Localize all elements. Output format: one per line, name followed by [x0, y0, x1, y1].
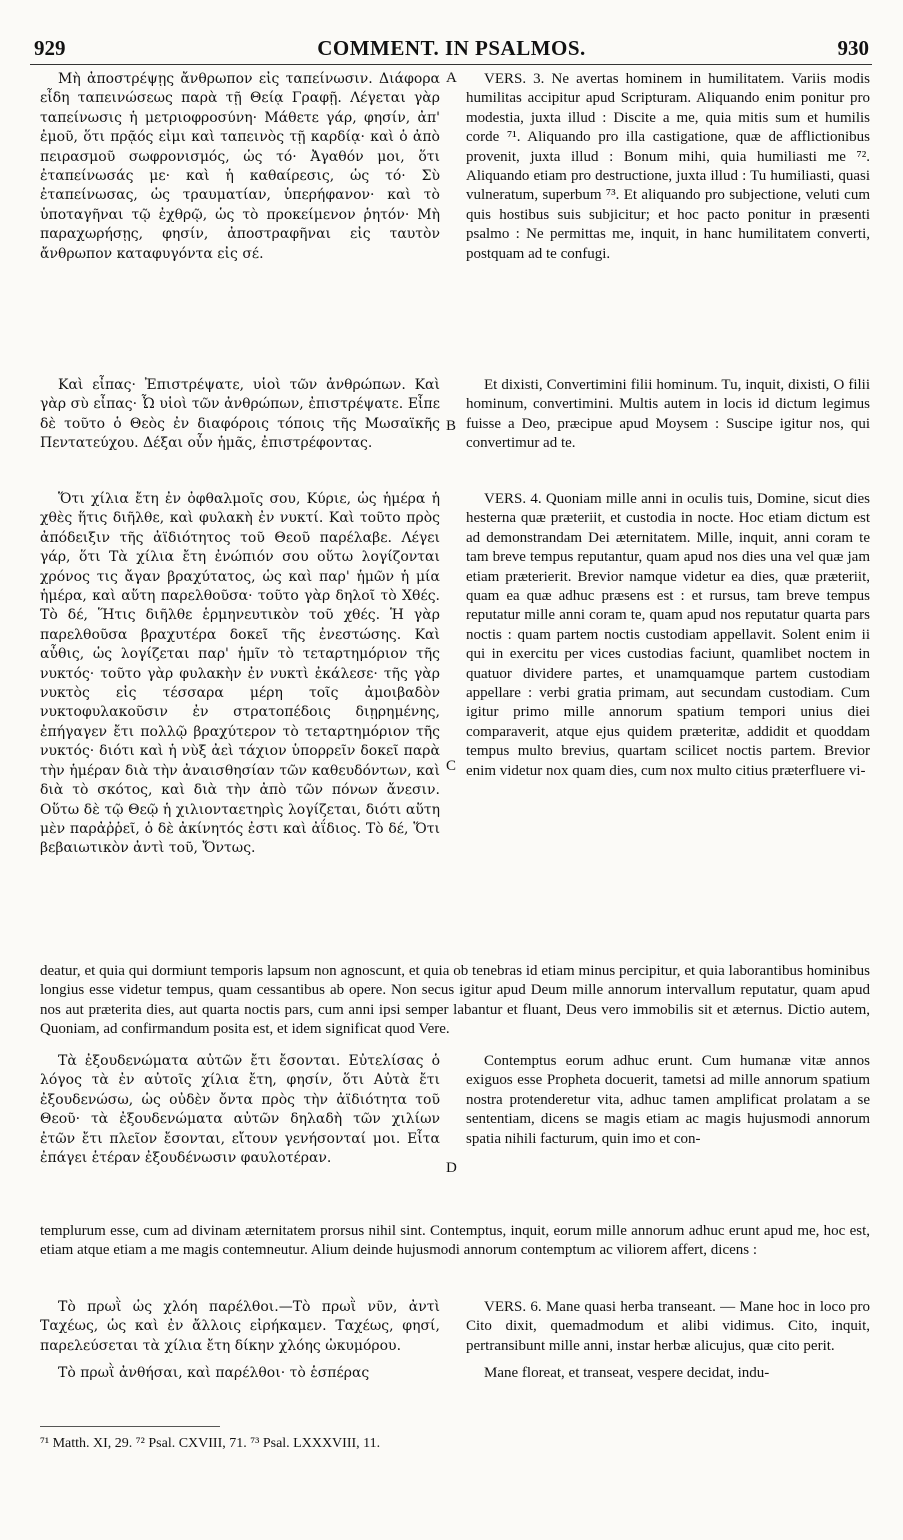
greek-paragraph: Καὶ εἶπας· Ἐπιστρέψατε, υἱοὶ τῶν ἀνθρώπων. Καὶ γὰρ σὺ εἶπας· Ὦ υἱοὶ τῶν ἀνθρώπων, ἐπιστρέψατε. Εἶπε δὲ τοῦτο ὁ Θεὸς ἐν διαφόροις τόποις τῆς Μωσαϊκῆς Πεντατεύχου. Δέξαι οὖν ἡμᾶς, ἐπιστρέφοντας.: [40, 377, 440, 452]
right-page-number: 930: [837, 36, 869, 60]
greek-paragraph: Ὅτι χίλια ἔτη ἐν ὀφθαλμοῖς σου, Κύριε, ὡς ἡμέρα ἡ χθὲς ἥτις διῆλθε, καὶ φυλακὴ ἐν νυκτί. Καὶ τοῦτο πρὸς ἀπόδειξιν τῆς ἀϊδιότητος τοῦ Θεοῦ παρέλαβε. Λέγει γάρ, ὅτι Τὰ χίλια ἔτη ἐνώπιόν σου οὕτω λογίζονται χρόνος τις ἄγαν βραχύτατος, ὡς καὶ παρ' ἡμῶν ἡ μία ἡμέρα, καὶ αὕτη παρελθοῦσα· τοῦτο γὰρ δηλοῖ τὸ Χθές. Τὸ δέ, Ἥτις διῆλθε ἑρμηνευτικὸν τοῦ χθές. Ἡ γὰρ παρελθοῦσα βραχυτέρα δοκεῖ τῆς ἐνεστώσης. Καὶ αὖθις, ὡς λογίζεται παρ' ἡμῖν τὸ τεταρτημόριον τῆς νυκτός· τοῦτο γὰρ φυλακὴν ἐν νυκτὶ ἐκάλεσε· τῆς γὰρ νυκτὸς εἰς τέσσαρα μέρη τοῖς ἀμοιβαδὸν νυκτοφυλακοῦσιν ἐν στρατοπέδοις διῃρημένης, ἐπήγαγεν ἔτι πολλῷ βραχύτερον τὸ τεταρτημόριον τῆς νυκτός· διότι καὶ ἡ νὺξ ἀεὶ τάχιον ὑπορρεῖν δοκεῖ παρὰ τὴν ἡμέραν διὰ τὴν ἀναισθησίαν τῶν καθευδόντων, καὶ διὰ τὸ σκότος, καὶ διὰ τὴν ἀπὸ τῶν πόνων ἄνεσιν. Οὕτω δὲ τῷ Θεῷ ἡ χιλιονταετηρὶς λογίζεται, διότι αὕτη μὲν παρἀῤῥεῖ, ὁ δὲ ἀκίνητός ἐστι καὶ ἀΐδιος. Τὸ δέ, Ὅτι βεβαιωτικὸν ἀντὶ τοῦ, Ὄντως.: [40, 491, 440, 857]
latin-paragraph: VERS. 3. Ne avertas hominem in humilitatem. Variis modis humilitas accipitur apud Scripturam. Aliquando enim ponitur pro modestia, juxta illud : Discite a me, quia mitis sum et humilis corde ⁷¹. Aliquando pro illa castigatione, quæ de afflictionibus provenit, juxta illud : Bonum mihi, quia humiliasti me ⁷². Aliquando etiam pro destructione, juxta illud : Tu humiliasti, quasi vulneratum, superbum ⁷³. Et aliquando pro subjectione, veluti cum quis hostibus suis subjicitur; et hoc pacto ponitur in præsenti psalmo : Ne permittas me, inquit, in hanc humilitatem converti, postquam ad te confugi.: [466, 71, 870, 262]
latin-vers3: [466, 70, 870, 264]
greek-vers4: [40, 490, 440, 859]
running-title: COMMENT. IN PSALMOS.: [317, 36, 586, 60]
greek-paragraph: Τὸ πρωῒ ὡς χλόη παρέλθοι.—Τὸ πρωῒ νῦν, ἀντὶ Ταχέως, ὡς καὶ ἐν ἄλλοις εἰρήκαμεν. Ταχέως, φησί, παρελεύσεται τὰ χίλια ἔτη δίκην χλόης ὠκυμόρου.: [40, 1299, 440, 1354]
greek-paragraph: Μὴ ἀποστρέψῃς ἄνθρωπον εἰς ταπείνωσιν. Διάφορα εἶδη ταπεινώσεως παρὰ τῇ Θείᾳ Γραφῇ. Λέγεται γὰρ ταπείνωσις ἡ μετριοφροσύνη· Μάθετε γάρ, φησίν, ἀπ' ἐμοῦ, ὅτι πρᾷός εἰμι καὶ ταπεινὸς τῇ καρδίᾳ· καὶ ὁ ἀπὸ πειρασμοῦ σωφρονισμός, ὡς τό· Ἀγαθόν μοι, ὅτι ἐταπείνωσάς με· καὶ ἡ καθαίρεσις, ὡς τό· Σὺ ἐταπείνωσας, ὡς τραυματίαν, ὑπερήφανον· καὶ τὸ ὑποταγῆναι τῷ ἐχθρῷ, ὡς τὸ προκείμενον ῥητόν· Μὴ παραχωρήσῃς, φησίν, ἀποστραφῆναι εἰς ταυτὸν ἄνθρωπον καταφυγόντα εἰς σέ.: [40, 71, 440, 262]
latin-paragraph: deatur, et quia qui dormiunt temporis lapsum non agnoscunt, et quia ob tenebras id etiam minus percipitur, et quia laborantibus hominibus longius esse videtur tempus, quam cessantibus ab opere. Non secus igitur apud Deum mille annorum intervallum reputatur, quam apud nos aut præterita dies, aut quarta noctis pars, cum anni ipsi semper labantur et fluant, Deus vero immobilis sit et æternus. Dictio autem, Quoniam, ad confirmandum posita est, et idem significat quod Vere.: [40, 963, 870, 1038]
left-page-number: 929: [34, 36, 66, 60]
header-rule: [30, 64, 872, 65]
latin-paragraph: Contemptus eorum adhuc erunt. Cum humanæ vitæ annos exiguos esse Propheta docuerit, tametsi ad mille annorum spatium nostra protenderetur vita, adhuc tamen amplificat prolatam a se sententiam, dicens se magis etiam ac magis hujusmodi annorum spatia nihili facturum, quin imo et con-: [466, 1053, 870, 1147]
latin-vers4: [466, 490, 870, 781]
latin-paragraph: Mane floreat, et transeat, vespere decidat, indu-: [484, 1365, 770, 1382]
latin-contemptus-continued: [40, 1222, 870, 1261]
greek-contemptus: [40, 1052, 440, 1168]
latin-vers6: [466, 1298, 870, 1384]
footnotes: ⁷¹ Matth. XI, 29. ⁷² Psal. CXVIII, 71. ⁷³ Psal. LXXXVIII, 11.: [40, 1436, 381, 1451]
latin-paragraph: VERS. 4. Quoniam mille anni in oculis tuis, Domine, sicut dies hesterna quæ præteriit, et custodia in nocte. Hoc etiam dictum est ad demonstrandam Dei æternitatem. Mille, inquit, anni coram te tam breve tempus reputantur, quam apud nos dies una vel quæ jam etiam præterierit. Brevior namque videtur ea dies, quæ præteriit, quam ea quæ adhuc præsens est : et rursus, tam breve tempus reputatur mille anni coram te, quam apud nos reputatur quarta pars noctis : quam partem noctis custodiam appellavit. Solent enim ii qui in exercitu per vices custodias faciunt, quamlibet noctem in quatuor dividere partes, et unamquamque partem custodiam appellare : verbi gratia primam, aut secundam custodiam. Cum igitur primo mille annorum spatium tempori unius diei comparaverit, atque ejus quidem præteritæ, addidit et quoddam tempus multo brevius, quartam scilicet noctis partem. Brevior enim videtur nox quam dies, cum nox multo citius præterfluere vi-: [466, 491, 870, 779]
latin-vers4-continued: [40, 962, 870, 1040]
marker-b: B: [446, 418, 457, 434]
latin-paragraph: templurum esse, cum ad divinam æternitatem prorsus nihil sint. Contemptus, inquit, eorum mille annorum adhuc erunt apud me, hoc est, etiam atque etiam a me magis contemneutur. Alium deinde hujusmodi annorum contemptum ac viliorem affert, dicens :: [40, 1223, 870, 1259]
page-header: [0, 36, 903, 62]
latin-paragraph: Et dixisti, Convertimini filii hominum. Tu, inquit, dixisti, O filii hominum, convertimini. Multis autem in locis id dictum legimus fuisse a Deo, præcipue apud Moysem : Suscipe igitur nos, qui convertimur ad te.: [466, 377, 870, 452]
greek-paragraph: Τὰ ἐξουδενώματα αὐτῶν ἔτι ἔσονται. Εὐτελίσας ὁ λόγος τὰ ἐν αὐτοῖς χίλια ἔτη, φησίν, ὅτι Αὐτὰ ἔτι ἐξουδενώσω, ὡς οὐδὲν ὄντα πρὸς τὴν ἀϊδιότητα τοῦ Θεοῦ· τὰ ἐξουδενώματα αὐτῶν δηλαδὴ τῶν χιλίων ἐτῶν ἔτι πλεῖον ἔσονται, εἴτουν γενήσονταί μοι. Εἶτα ἐπάγει ἑτέραν ἐξουδένωσιν φαυλοτέραν.: [40, 1053, 440, 1167]
latin-contemptus: [466, 1052, 870, 1149]
greek-vers6: [40, 1298, 440, 1384]
latin-convertimini: [466, 376, 870, 454]
footnote-rule: [40, 1426, 220, 1427]
marker-a: A: [446, 70, 457, 86]
greek-vers3: [40, 70, 440, 264]
greek-paragraph: Τὸ πρωῒ ἀνθήσαι, καὶ παρέλθοι· τὸ ἑσπέρας: [58, 1365, 370, 1382]
latin-paragraph: VERS. 6. Mane quasi herba transeant. — Mane hoc in loco pro Cito dixit, quemadmodum et alibi vidimus. Cito, inquit, pertransibunt mille anni, instar herbæ alicujus, quæ cito perit.: [466, 1299, 870, 1354]
marker-d: D: [446, 1160, 457, 1176]
greek-convertimini: [40, 376, 440, 454]
marker-c: C: [446, 758, 457, 774]
